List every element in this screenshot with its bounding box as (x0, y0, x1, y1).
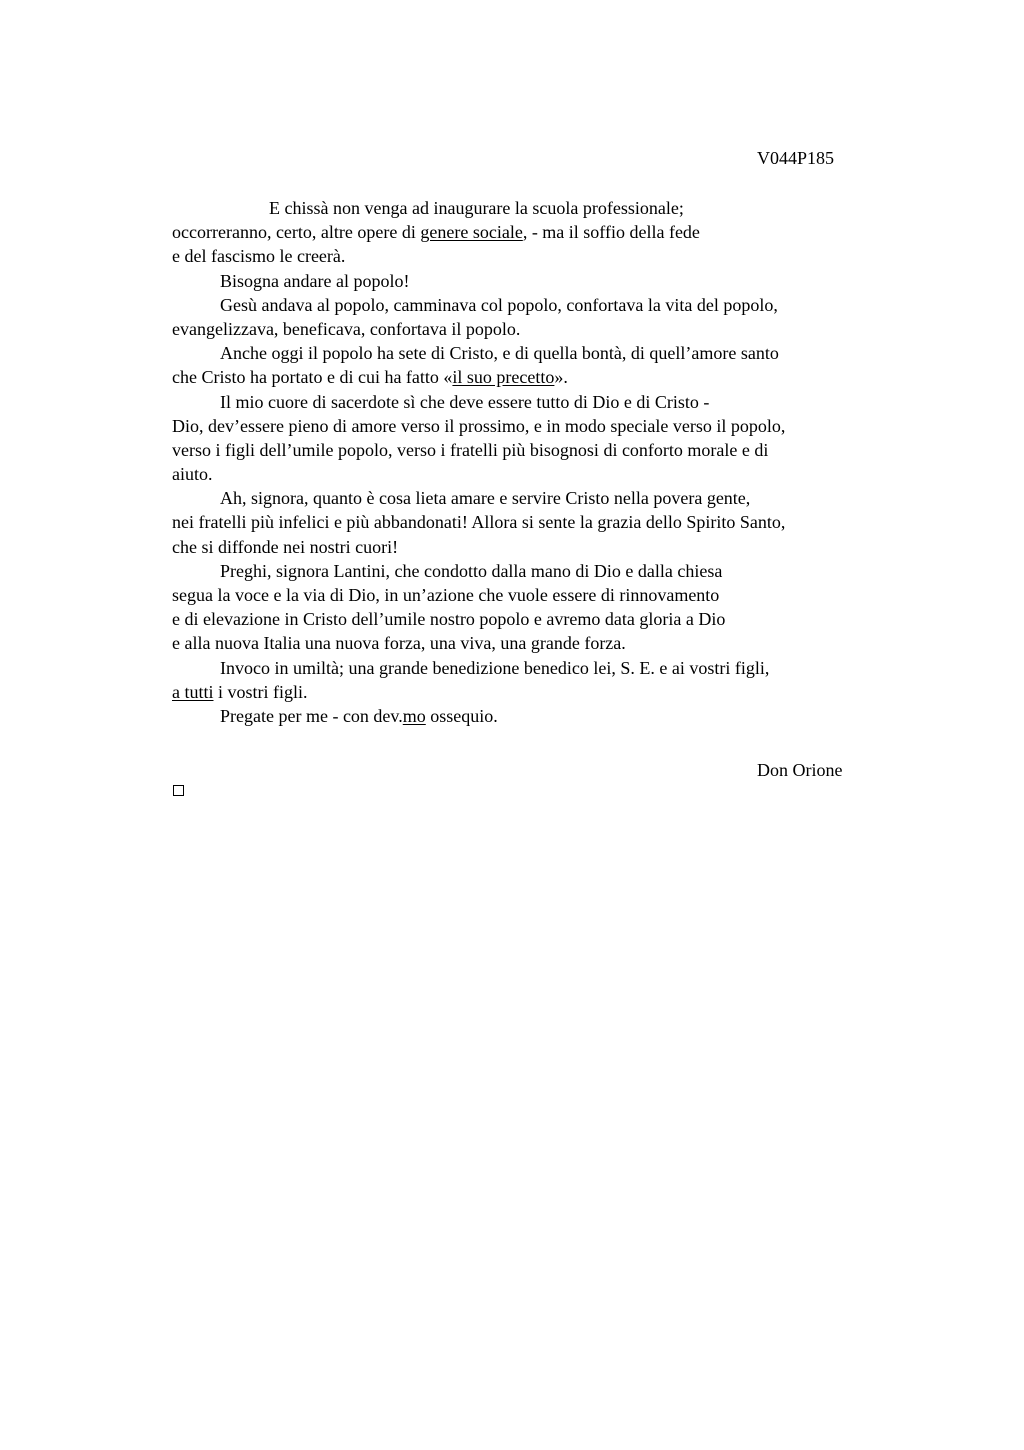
text-segment: ossequio. (425, 705, 498, 726)
text-segment: , - ma il soffio della fede (522, 222, 700, 243)
text-segment: Ah, signora, quanto è cosa lieta amare e servire Cristo nella povera gente, (220, 488, 751, 509)
text-segment: occorreranno, certo, altre opere di (172, 222, 421, 243)
text-line (172, 220, 892, 244)
letter-body (172, 196, 892, 728)
text-segment: Dio, dev’essere pieno di amore verso il prossimo, e in modo speciale verso il popolo, (172, 415, 786, 436)
text-line (172, 462, 892, 486)
page-code: V044P185 (757, 148, 835, 168)
text-segment: che Cristo ha portato e di cui ha fatto « (172, 367, 453, 388)
text-line (172, 317, 892, 341)
underlined-text: mo (402, 705, 426, 726)
text-line (172, 293, 892, 317)
text-line (172, 535, 892, 559)
text-segment: E chissà non venga ad inaugurare la scuola professionale; (269, 198, 684, 218)
text-segment: e del fascismo le creerà. (172, 246, 346, 267)
end-of-document-box-icon (173, 785, 184, 796)
text-line (172, 269, 892, 293)
text-line (172, 365, 892, 389)
text-line (172, 414, 892, 438)
text-line (172, 631, 892, 655)
text-line (172, 486, 892, 510)
text-segment: Bisogna andare al popolo! (220, 270, 410, 291)
text-segment: i vostri figli. (213, 681, 308, 702)
text-line (172, 510, 892, 534)
signature: Don Orione (757, 760, 843, 780)
text-line (172, 196, 892, 220)
text-segment: Il mio cuore di sacerdote sì che deve essere tutto di Dio e di Cristo - (220, 391, 710, 412)
text-line (172, 390, 892, 414)
text-segment: aiuto. (172, 464, 213, 485)
text-segment: evangelizzava, beneficava, confortava il popolo. (172, 318, 521, 339)
text-line (172, 559, 892, 583)
text-line (172, 680, 892, 704)
underlined-text: a tutti (172, 681, 214, 702)
underlined-text: il suo precetto (452, 367, 555, 388)
text-segment: nei fratelli più infelici e più abbandonati! Allora si sente la grazia dello Spirito Santo, (172, 512, 786, 533)
underlined-text: genere sociale (420, 222, 523, 243)
text-segment: verso i figli dell’umile popolo, verso i fratelli più bisognosi di conforto morale e di (172, 439, 769, 460)
text-segment: che si diffonde nei nostri cuori! (172, 536, 399, 557)
text-line (172, 583, 892, 607)
text-segment: ». (554, 367, 568, 388)
text-line (172, 607, 892, 631)
text-segment: e alla nuova Italia una nuova forza, una viva, una grande forza. (172, 633, 626, 654)
text-line (172, 438, 892, 462)
text-segment: segua la voce e la via di Dio, in un’azione che vuole essere di rinnovamento (172, 585, 720, 605)
text-segment: Gesù andava al popolo, camminava col popolo, confortava la vita del popolo, (220, 294, 778, 315)
text-line (172, 704, 892, 728)
text-segment: Pregate per me - con dev. (220, 705, 403, 726)
text-segment: Invoco in umiltà; una grande benedizione benedico lei, S. E. e ai vostri figli, (220, 657, 770, 678)
text-segment: e di elevazione in Cristo dell’umile nostro popolo e avremo data gloria a Dio (172, 609, 726, 630)
text-segment: Preghi, signora Lantini, che condotto dalla mano di Dio e dalla chiesa (220, 560, 723, 581)
text-line (172, 656, 892, 680)
text-segment: Anche oggi il popolo ha sete di Cristo, e di quella bontà, di quell’amore santo (220, 343, 779, 364)
text-line (172, 341, 892, 365)
text-line (172, 244, 892, 268)
